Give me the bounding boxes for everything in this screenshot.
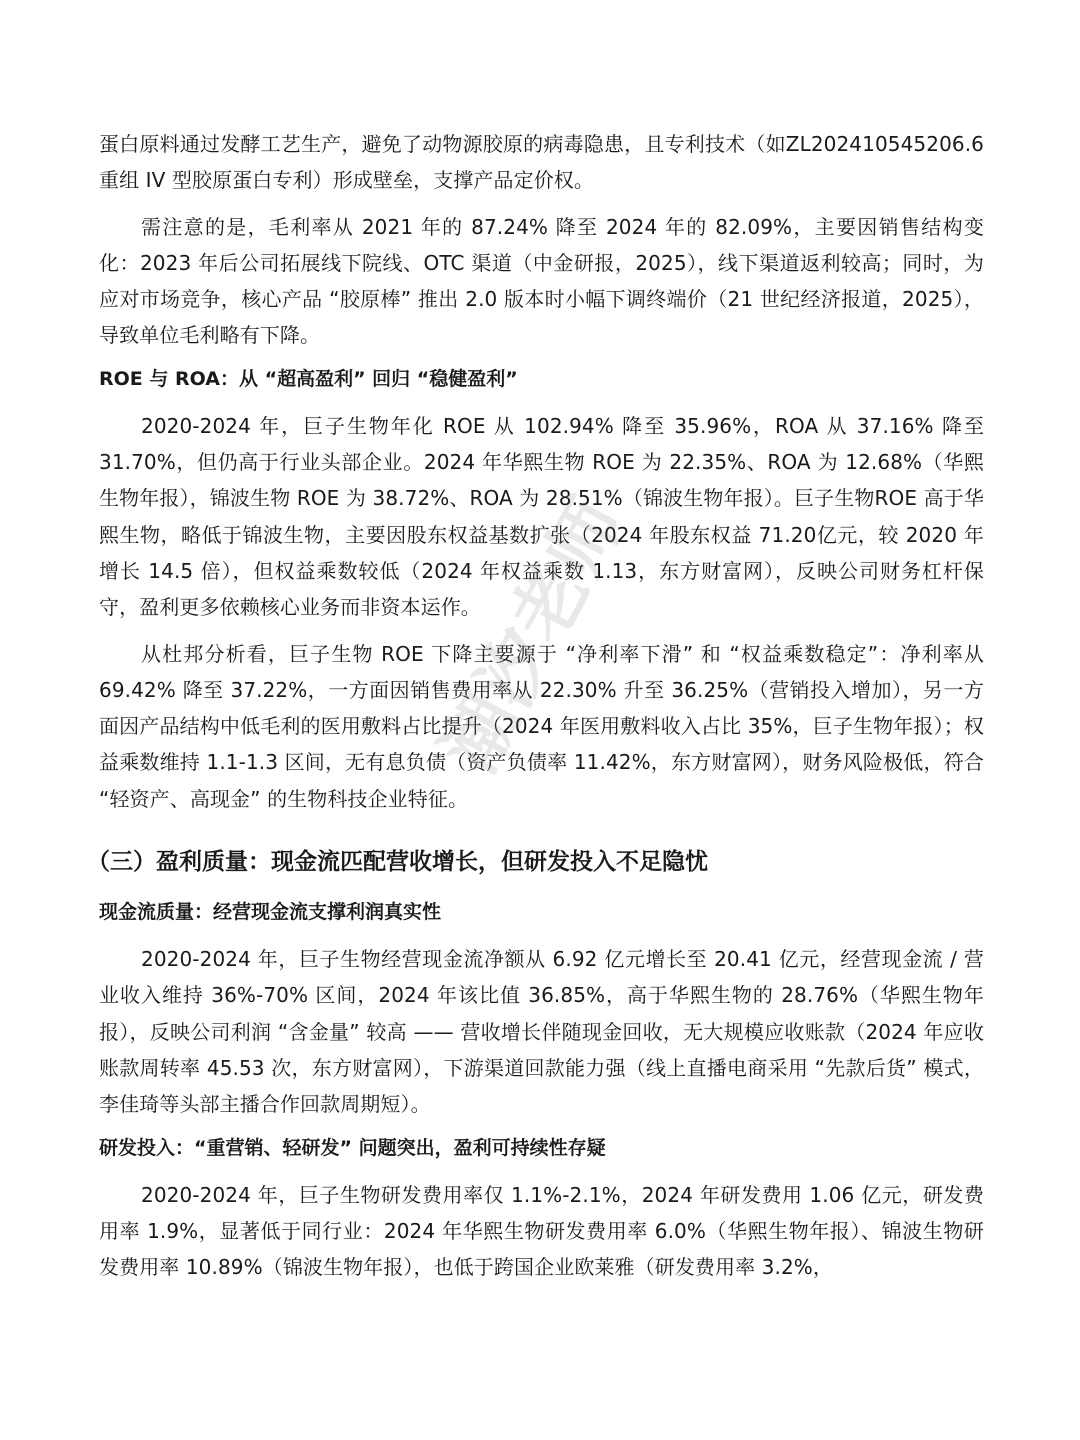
- paragraph-roe-comparison: 2020-2024 年，巨子生物年化 ROE 从 102.94% 降至 35.96%，ROA 从 37.16% 降至31.70%，但仍高于行业头部企业。2024 年华熙生物 ROE 为 22.35%、ROA 为 12.68%（华熙生物年报），锦波生物 ROE 为 38.72%、ROA 为 28.51%（锦波生物年报）。巨子生物ROE 高于华熙生物，略低于锦波生物，主要因股东权益基数扩张（2024 年股东权益 71.20亿元，较 2020 年增长 14.5 倍），但权益乘数较低（2024 年权益乘数 1.13，东方财富网），反映公司财务杠杆保守，盈利更多依赖核心业务而非资本运作。: [99, 413, 984, 620]
- paragraph-dupont-analysis: 从杜邦分析看，巨子生物 ROE 下降主要源于 “净利率下滑” 和 “权益乘数稳定”：净利率从 69.42% 降至 37.22%，一方面因销售费用率从 22.30% 升至 36.25%（营销投入增加），另一方面因产品结构中低毛利的医用敷料占比提升（2024 年医用敷料收入占比 35%，巨子生物年报）；权益乘数维持 1.1-1.3 区间，无有息负债（资产负债率 11.42%，东方财富网），财务风险极低，符合 “轻资产、高现金” 的生物科技企业特征。: [99, 641, 984, 811]
- subheading-cash-flow: 现金流质量：经营现金流支撑利润真实性: [99, 901, 442, 924]
- watermark: 潮汐老师: [425, 484, 641, 787]
- section-heading-profit-quality: （三）盈利质量：现金流匹配营收增长，但研发投入不足隐忧: [87, 849, 708, 876]
- subheading-rd-investment: 研发投入：“重营销、轻研发” 问题突出，盈利可持续性存疑: [99, 1136, 606, 1159]
- paragraph-cash-flow: 2020-2024 年，巨子生物经营现金流净额从 6.92 亿元增长至 20.41 亿元，经营现金流 / 营业收入维持 36%-70% 区间，2024 年该比值 36.85%，高于华熙生物的 28.76%（华熙生物年报），反映公司利润 “含金量” 较高 —— 营收增长伴随现金回收，无大规模应收账款（2024 年应收账款周转率 45.53 次，东方财富网），下游渠道回款能力强（线上直播电商采用 “先款后货” 模式，李佳琦等头部主播合作回款周期短）。: [99, 947, 984, 1117]
- subheading-roe-roa: ROE 与 ROA：从 “超高盈利” 回归 “稳健盈利”: [99, 367, 518, 390]
- paragraph-collagen-patent: 蛋白原料通过发酵工艺生产，避免了动物源胶原的病毒隐患，且专利技术（如ZL202410545206.6 重组 IV 型胶原蛋白专利）形成壁垒，支撑产品定价权。: [99, 132, 984, 193]
- paragraph-gross-margin: 需注意的是，毛利率从 2021 年的 87.24% 降至 2024 年的 82.09%，主要因销售结构变化：2023 年后公司拓展线下院线、OTC 渠道（中金研报，2025），线下渠道返利较高；同时，为应对市场竞争，核心产品 “胶原棒” 推出 2.0 版本时小幅下调终端价（21 世纪经济报道，2025），导致单位毛利略有下降。: [99, 214, 984, 348]
- document-body: [87, 126, 984, 1295]
- paragraph-rd-investment: 2020-2024 年，巨子生物研发费用率仅 1.1%-2.1%，2024 年研发费用 1.06 亿元，研发费用率 1.9%，显著低于同行业：2024 年华熙生物研发费用率 6.0%（华熙生物年报）、锦波生物研发费用率 10.89%（锦波生物年报），也低于跨国企业欧莱雅（研发费用率 3.2%，: [99, 1182, 984, 1280]
